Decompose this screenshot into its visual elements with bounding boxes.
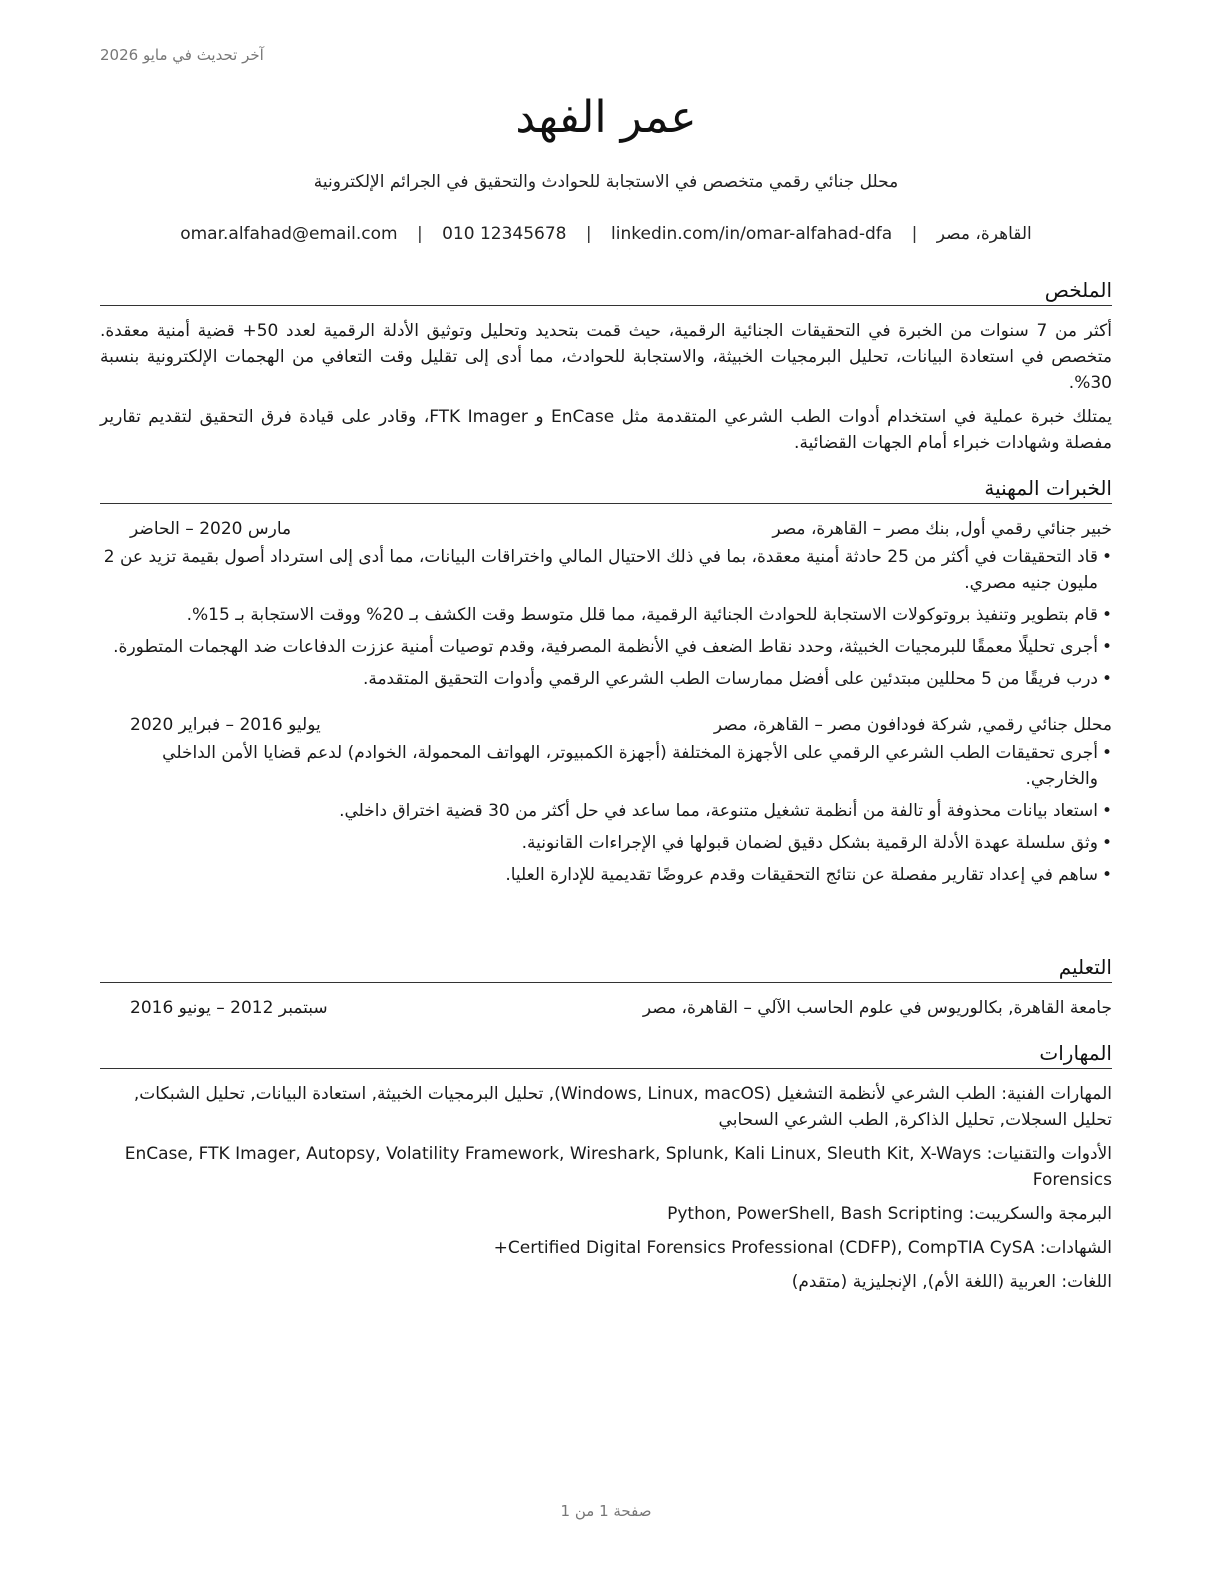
education-dates: سبتمبر 2012 – يونيو 2016: [130, 998, 328, 1018]
skills-tools: الأدوات والتقنيات: EnCase, FTK Imager, Autopsy, Volatility Framework, Wireshark, Splunk, Kali Linux, Sleuth Kit, X-Ways Forensics: [124, 1144, 1112, 1190]
contact-phone: 010 12345678: [442, 224, 567, 244]
last-updated-note: آخر تحديث في مايو 2026: [100, 46, 264, 64]
job-bullets: [100, 544, 1112, 692]
job-entry: [100, 712, 1112, 888]
skills-technical: المهارات الفنية: الطب الشرعي لأنظمة التشغيل (Windows, Linux, macOS), تحليل البرمجيات الخبيثة, استعادة البيانات, تحليل الشبكات, تحليل السجلات, تحليل الذاكرة, الطب الشرعي السحابي: [133, 1084, 1112, 1130]
job-dates: مارس 2020 – الحاضر: [130, 519, 292, 539]
list-item: • قاد التحقيقات في أكثر من 25 حادثة أمنية معقدة، بما في ذلك الاحتيال المالي واختراقات البيانات، مما أدى إلى استرداد أصول بقيمة تزيد عن 2 مليون جنيه مصري.: [100, 544, 1112, 596]
list-item: • استعاد بيانات محذوفة أو تالفة من أنظمة تشغيل متنوعة، مما ساعد في حل أكثر من 30 قضية اختراق داخلي.: [100, 798, 1112, 824]
contact-email[interactable]: omar.alfahad@email.com: [180, 224, 398, 244]
page-number: صفحة 1 من 1: [560, 1502, 652, 1520]
contact-separator: |: [416, 224, 423, 244]
job-title: محلل جنائي رقمي, شركة فودافون مصر – القاهرة، مصر: [713, 715, 1112, 735]
summary-paragraph: يمتلك خبرة عملية في استخدام أدوات الطب الشرعي المتقدمة مثل EnCase و FTK Imager، وقادر على قيادة فرق التحقيق لتقديم تقارير مفصلة وشهادات خبراء أمام الجهات القضائية.: [100, 407, 1112, 453]
candidate-tagline: محلل جنائي رقمي متخصص في الاستجابة للحوادث والتحقيق في الجرائم الإلكترونية: [313, 172, 899, 192]
skills-programming: البرمجة والسكريبت: Python, PowerShell, Bash Scripting: [667, 1204, 1112, 1224]
list-item: • درب فريقًا من 5 محللين مبتدئين على أفضل ممارسات الطب الشرعي الرقمي وأدوات التحقيق المتقدمة.: [100, 666, 1112, 692]
list-item: • ساهم في إعداد تقارير مفصلة عن نتائج التحقيقات وقدم عروضًا تقديمية للإدارة العليا.: [100, 862, 1112, 888]
contact-separator: |: [911, 224, 918, 244]
skills-title: المهارات: [100, 1039, 1112, 1069]
skills-section: [100, 1039, 1112, 1303]
job-title: خبير جنائي رقمي أول, بنك مصر – القاهرة، مصر: [772, 519, 1112, 539]
list-item: • وثق سلسلة عهدة الأدلة الرقمية بشكل دقيق لضمان قبولها في الإجراءات القانونية.: [100, 830, 1112, 856]
experience-title: الخبرات المهنية: [100, 474, 1112, 504]
summary-section: [100, 276, 1112, 464]
education-section: [100, 953, 1112, 1021]
education-header: [100, 995, 1112, 1021]
experience-section: [100, 474, 1112, 894]
list-item: • أجرى تحليلًا معمقًا للبرمجيات الخبيثة، وحدد نقاط الضعف في الأنظمة المصرفية، وقدم توصيات أمنية عززت الدفاعات ضد الهجمات المتطورة.: [100, 634, 1112, 660]
education-title: التعليم: [100, 953, 1112, 983]
resume-page: [100, 0, 1112, 1584]
contact-line: [100, 224, 1112, 244]
summary-paragraph: أكثر من 7 سنوات من الخبرة في التحقيقات الجنائية الرقمية، حيث قمت بتحديد وتحليل وتوثيق الأدلة الرقمية لعدد 50+ قضية أمنية معقدة. متخصص في استعادة البيانات، تحليل البرمجيات الخبيثة، والاستجابة للحوادث، مما أدى إلى تقليل وقت التعافي من الهجمات الإلكترونية بنسبة 30%.: [100, 321, 1112, 393]
job-header: [100, 712, 1112, 738]
job-header: [100, 516, 1112, 542]
summary-title: الملخص: [100, 276, 1112, 306]
skills-languages: اللغات: العربية (اللغة الأم), الإنجليزية (متقدم): [791, 1272, 1112, 1292]
contact-linkedin[interactable]: linkedin.com/in/omar-alfahad-dfa: [611, 224, 893, 244]
job-bullets: [100, 740, 1112, 888]
skills-certifications: الشهادات: Certified Digital Forensics Professional (CDFP), CompTIA CySA+: [493, 1238, 1112, 1258]
job-entry: [100, 516, 1112, 692]
education-degree: جامعة القاهرة, بكالوريوس في علوم الحاسب الآلي – القاهرة، مصر: [642, 998, 1112, 1018]
job-dates: يوليو 2016 – فبراير 2020: [130, 715, 321, 735]
contact-location: القاهرة، مصر: [936, 224, 1032, 244]
list-item: • قام بتطوير وتنفيذ بروتوكولات الاستجابة للحوادث الجنائية الرقمية، مما قلل متوسط وقت الكشف بـ 20% ووقت الاستجابة بـ 15%.: [100, 602, 1112, 628]
contact-separator: |: [585, 224, 592, 244]
list-item: • أجرى تحقيقات الطب الشرعي الرقمي على الأجهزة المختلفة (أجهزة الكمبيوتر، الهواتف المحمولة، الخوادم) لدعم قضايا الأمن الداخلي والخارجي.: [100, 740, 1112, 792]
candidate-name: عمر الفهد: [515, 92, 697, 143]
